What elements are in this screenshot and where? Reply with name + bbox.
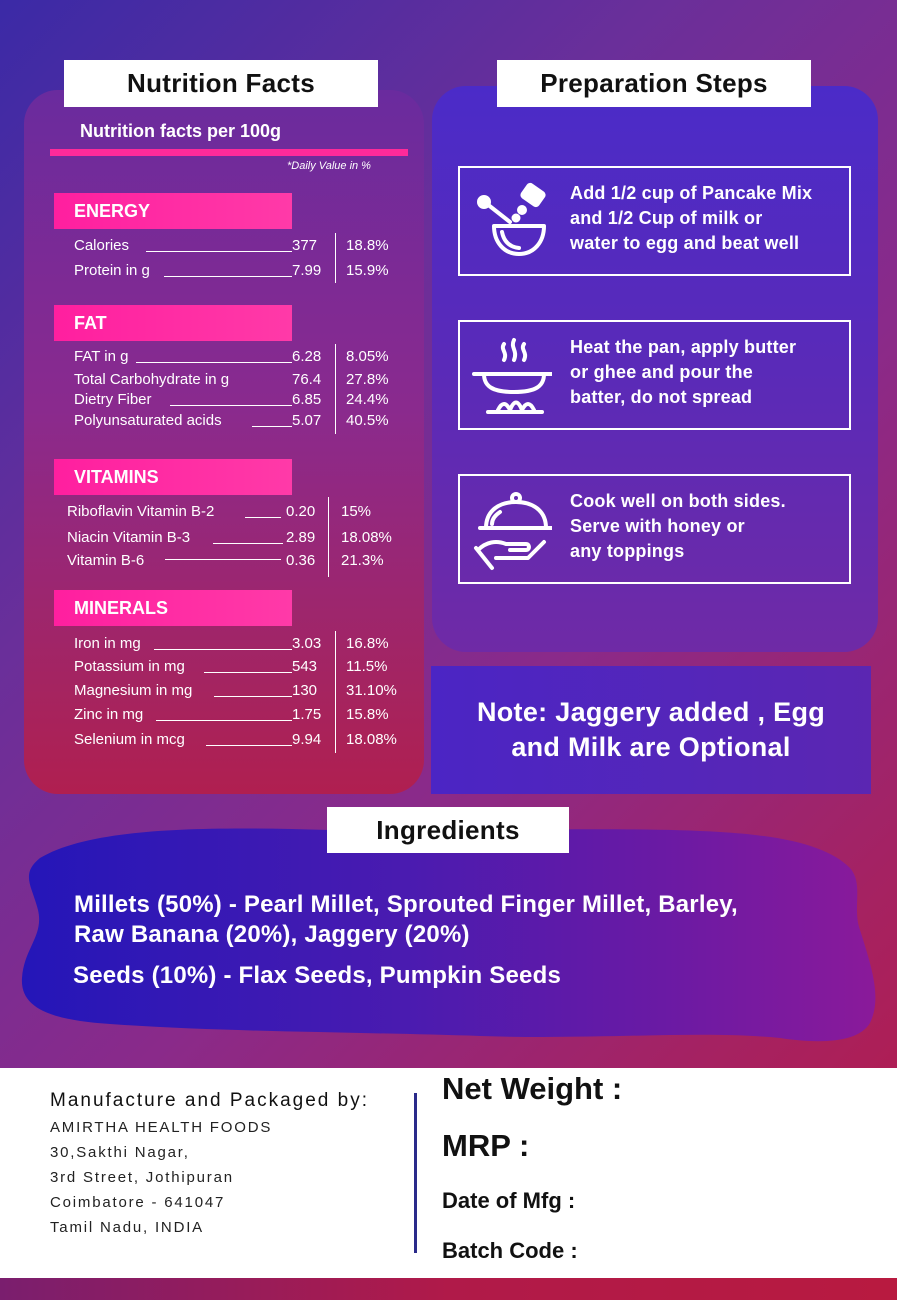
nutrient-label: Iron in mg [74, 635, 141, 652]
net-weight-label: Net Weight : [442, 1071, 623, 1106]
nutrient-value: 2.89 [286, 529, 316, 546]
nutrient-value: 543 [292, 658, 318, 675]
prep-step-1 [458, 166, 851, 276]
leader-line [214, 696, 292, 697]
nutrient-percent: 16.8% [346, 635, 389, 652]
section-energy-header: ENERGY [54, 193, 292, 229]
nutrient-percent: 15% [341, 503, 372, 520]
frying-pan-icon [472, 334, 552, 418]
nutrient-value: 1.75 [292, 706, 322, 723]
nutrient-value: 6.85 [292, 391, 322, 408]
address-line: 3rd Street, Jothipuran [50, 1169, 234, 1186]
prep-step-text [570, 181, 847, 256]
nutrient-label: Calories [74, 237, 130, 254]
step-line: batter, do not spread [570, 387, 753, 407]
nutrient-percent: 18.08% [346, 731, 397, 748]
nutrient-label: Zinc in mg [74, 706, 144, 723]
bottom-band [0, 1278, 897, 1300]
leader-line [165, 559, 281, 560]
nutrient-value: 377 [292, 237, 318, 254]
nutrient-value: 9.94 [292, 731, 322, 748]
nutrient-percent: 15.8% [346, 706, 389, 723]
nutrient-percent: 27.8% [346, 371, 389, 388]
column-divider [328, 497, 329, 577]
nutrient-label: Protein in g [74, 262, 150, 279]
step-line: Cook well on both sides. [570, 491, 786, 511]
manufacturer-heading: Manufacture and Packaged by: [50, 1090, 370, 1111]
section-vitamins-header: VITAMINS [54, 459, 292, 495]
footer-divider [414, 1093, 417, 1253]
nutrient-value: 7.99 [292, 262, 322, 279]
nutrient-percent: 11.5% [346, 658, 388, 675]
nutrition-title: Nutrition Facts [64, 60, 378, 107]
nutrient-value: 3.03 [292, 635, 322, 652]
section-minerals-header: MINERALS [54, 590, 292, 626]
nutrient-label: Dietry Fiber [74, 391, 152, 408]
serving-cloche-icon [472, 488, 552, 572]
prep-step-3 [458, 474, 851, 584]
address-line: AMIRTHA HEALTH FOODS [50, 1119, 273, 1136]
nutrient-label: Potassium in mg [74, 658, 185, 675]
prep-step-2 [458, 320, 851, 430]
ingredients-line: Raw Banana (20%), Jaggery (20%) [74, 921, 470, 948]
ingredients-line: Seeds (10%) - Flax Seeds, Pumpkin Seeds [73, 962, 561, 989]
address-line: Tamil Nadu, INDIA [50, 1219, 204, 1236]
nutrient-percent: 21.3% [341, 552, 384, 569]
nutrient-percent: 15.9% [346, 262, 389, 279]
nutrient-percent: 18.8% [346, 237, 389, 254]
leader-line [245, 517, 281, 518]
nutrient-percent: 40.5% [346, 412, 389, 429]
step-line: and 1/2 Cup of milk or [570, 208, 763, 228]
leader-line [206, 745, 292, 746]
nutrient-value: 5.07 [292, 412, 322, 429]
prep-step-text [570, 335, 847, 410]
nutrient-value: 0.36 [286, 552, 316, 569]
nutrient-percent: 18.08% [341, 529, 392, 546]
column-divider [335, 631, 336, 753]
nutrient-label: Niacin Vitamin B-3 [67, 529, 191, 546]
nutrient-value: 76.4 [292, 371, 322, 388]
leader-line [146, 251, 292, 252]
nutrient-value: 0.20 [286, 503, 316, 520]
mixing-bowl-icon [472, 180, 552, 264]
leader-line [204, 672, 292, 673]
step-line: or ghee and pour the [570, 362, 754, 382]
nutrient-value: 130 [292, 682, 318, 699]
section-fat-header: FAT [54, 305, 292, 341]
address-line: 30,Sakthi Nagar, [50, 1144, 190, 1161]
prep-step-text [570, 489, 847, 564]
step-line: Add 1/2 cup of Pancake Mix [570, 183, 813, 203]
date-of-mfg-label: Date of Mfg : [442, 1188, 576, 1213]
leader-line [170, 405, 292, 406]
ingredients-title: Ingredients [327, 807, 569, 853]
ingredients-line: Millets (50%) - Pearl Millet, Sprouted Finger Millet, Barley, [74, 891, 738, 918]
preparation-title: Preparation Steps [497, 60, 811, 107]
step-line: Serve with honey or [570, 516, 745, 536]
note-line: Note: Jaggery added , Egg [476, 697, 826, 727]
mrp-label: MRP : [442, 1128, 530, 1163]
nutrient-label: Polyunsaturated acids [74, 412, 222, 429]
nutrient-label: FAT in g [74, 348, 129, 365]
step-line: any toppings [570, 541, 685, 561]
nutrient-label: Total Carbohydrate in g [74, 371, 230, 388]
nutrient-value: 6.28 [292, 348, 322, 365]
leader-line [252, 426, 292, 427]
per-100g-heading: Nutrition facts per 100g [80, 121, 282, 141]
nutrient-label: Riboflavin Vitamin B-2 [67, 503, 215, 520]
nutrient-label: Magnesium in mg [74, 682, 193, 699]
leader-line [156, 720, 292, 721]
leader-line [154, 649, 292, 650]
leader-line [164, 276, 292, 277]
nutrient-percent: 24.4% [346, 391, 389, 408]
nutrient-percent: 8.05% [346, 348, 389, 365]
daily-value-note: *Daily Value in % [287, 160, 371, 172]
step-line: Heat the pan, apply butter [570, 337, 797, 357]
nutrient-label: Selenium in mcg [74, 731, 185, 748]
note-box [431, 666, 871, 794]
column-divider [335, 344, 336, 434]
nutrient-label: Vitamin B-6 [67, 552, 145, 569]
step-line: water to egg and beat well [570, 233, 800, 253]
nutrient-percent: 31.10% [346, 682, 397, 699]
leader-line [213, 543, 283, 544]
per-100g-underline [50, 149, 408, 156]
note-line: and Milk are Optional [511, 732, 791, 762]
address-line: Coimbatore - 641047 [50, 1194, 226, 1211]
batch-code-label: Batch Code : [442, 1238, 578, 1263]
column-divider [335, 233, 336, 283]
leader-line [136, 362, 292, 363]
